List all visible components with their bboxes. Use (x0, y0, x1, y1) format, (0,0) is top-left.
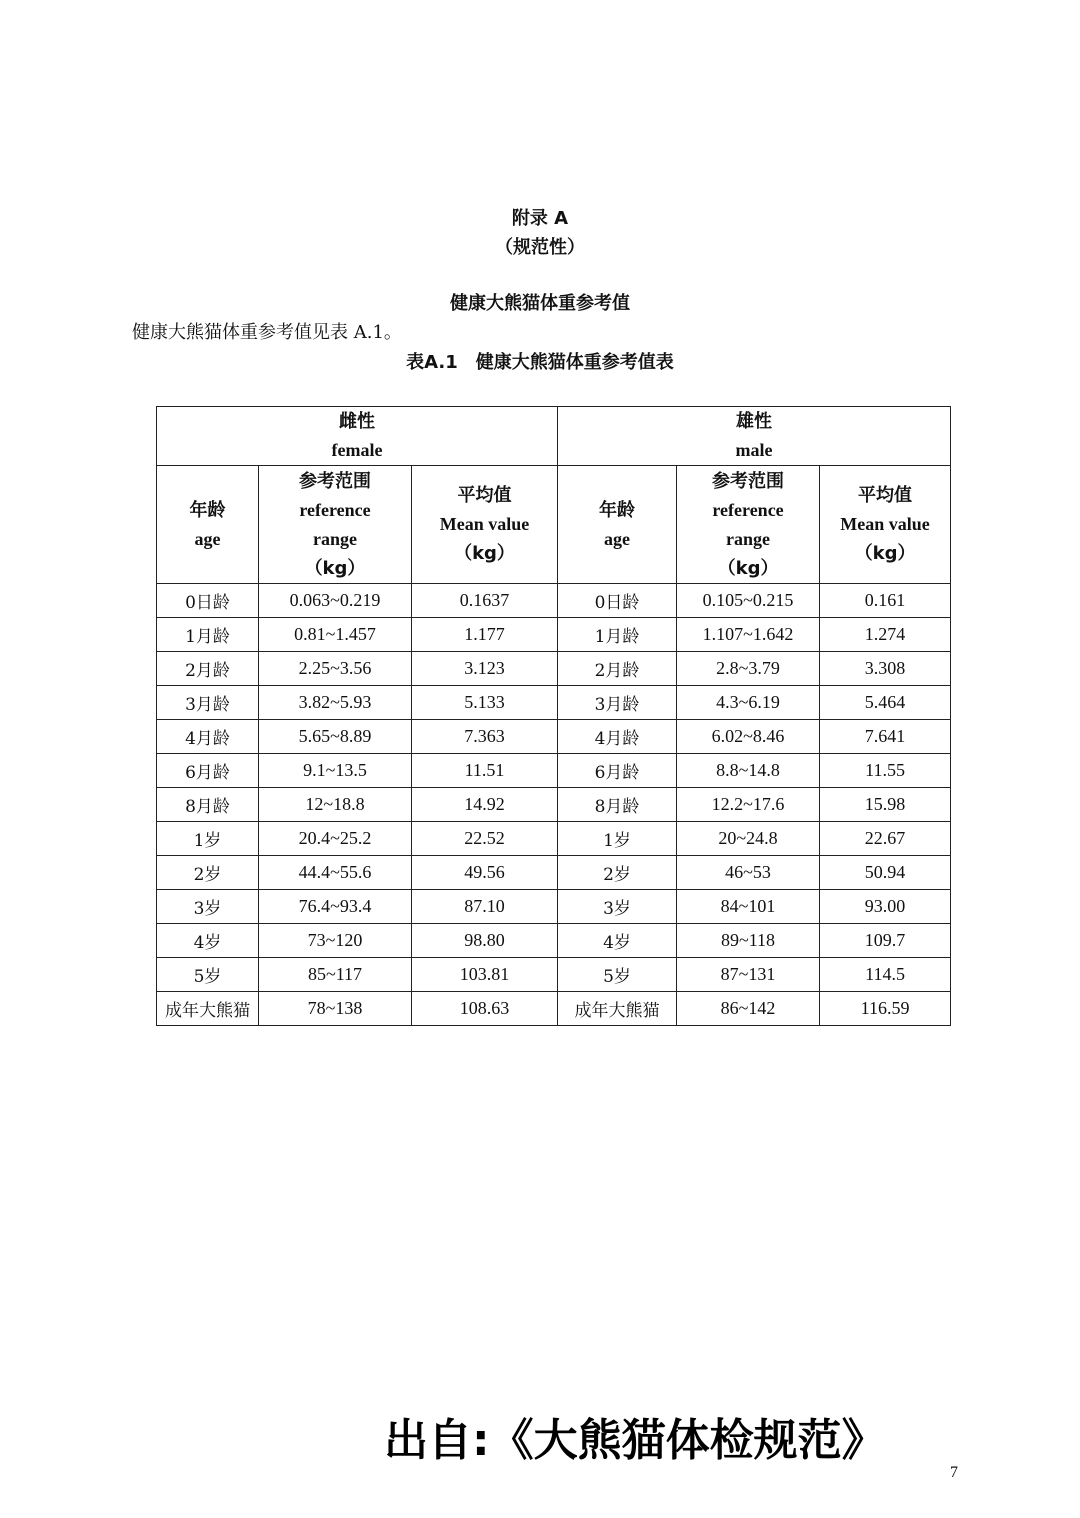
male-range-header (677, 466, 820, 584)
female-age-cell: 5岁 (157, 958, 259, 992)
female-mean-cell: 5.133 (412, 686, 558, 720)
table-row (157, 652, 951, 686)
male-mean-cell: 7.641 (820, 720, 951, 754)
male-age-cell: 5岁 (558, 958, 677, 992)
table-body (157, 584, 951, 1026)
male-range-cell: 20~24.8 (677, 822, 820, 856)
female-mean-cell: 108.63 (412, 992, 558, 1026)
weight-reference-table (156, 406, 951, 1026)
female-group-header (157, 407, 558, 466)
male-mean-cell: 15.98 (820, 788, 951, 822)
male-mean-cell: 109.7 (820, 924, 951, 958)
male-header-en: male (735, 440, 773, 460)
body-text: 健康大熊猫体重参考值见表 A.1。 (132, 322, 402, 343)
mean-header-en: Mean value (439, 514, 530, 534)
female-range-cell: 2.25~3.56 (259, 652, 412, 686)
female-header-en: female (331, 440, 383, 460)
table-row (157, 924, 951, 958)
range-header-en1: reference (712, 499, 784, 520)
male-age-cell: 3岁 (558, 890, 677, 924)
female-age-cell: 2岁 (157, 856, 259, 890)
male-mean-cell: 5.464 (820, 686, 951, 720)
mean-header-zh: 平均值 (858, 485, 913, 506)
male-age-cell: 0日龄 (558, 584, 677, 618)
table-row (157, 618, 951, 652)
male-range-cell: 8.8~14.8 (677, 754, 820, 788)
male-range-cell: 86~142 (677, 992, 820, 1026)
female-range-cell: 20.4~25.2 (259, 822, 412, 856)
mean-header-en: Mean value (840, 514, 930, 534)
female-range-cell: 5.65~8.89 (259, 720, 412, 754)
female-age-cell: 4岁 (157, 924, 259, 958)
age-header-zh: 年龄 (599, 499, 636, 521)
range-header-unit: （kg） (717, 557, 779, 579)
mean-header-unit: （kg） (454, 543, 515, 564)
male-range-cell: 89~118 (677, 924, 820, 958)
range-header-en2: range (313, 528, 357, 549)
table-row (157, 958, 951, 992)
female-age-cell: 3月龄 (157, 686, 259, 720)
appendix-title: 附录 A (511, 208, 569, 229)
female-range-cell: 73~120 (259, 924, 412, 958)
female-age-cell: 0日龄 (157, 584, 259, 618)
table-row (157, 720, 951, 754)
table-row (157, 890, 951, 924)
range-header-zh: 参考范围 (299, 470, 371, 492)
male-age-header (558, 466, 677, 584)
female-range-cell: 9.1~13.5 (259, 754, 412, 788)
male-age-cell: 3月龄 (558, 686, 677, 720)
table-row (157, 584, 951, 618)
mean-header-unit: （kg） (854, 543, 916, 564)
male-header-zh: 雄性 (736, 411, 773, 432)
age-header-en: age (604, 528, 631, 549)
male-range-cell: 84~101 (677, 890, 820, 924)
age-header-zh: 年龄 (189, 499, 226, 521)
male-mean-cell: 0.161 (820, 584, 951, 618)
male-mean-cell: 114.5 (820, 958, 951, 992)
female-mean-cell: 49.56 (412, 856, 558, 890)
source-note: 出自:《大熊猫体检规范》 (384, 1415, 886, 1466)
female-mean-cell: 14.92 (412, 788, 558, 822)
range-header-zh: 参考范围 (712, 470, 785, 492)
male-age-cell: 2月龄 (558, 652, 677, 686)
male-range-cell: 6.02~8.46 (677, 720, 820, 754)
male-range-cell: 87~131 (677, 958, 820, 992)
female-age-header (157, 466, 259, 584)
female-range-cell: 0.063~0.219 (259, 584, 412, 618)
male-age-cell: 8月龄 (558, 788, 677, 822)
female-age-cell: 8月龄 (157, 788, 259, 822)
female-age-cell: 1月龄 (157, 618, 259, 652)
male-range-cell: 46~53 (677, 856, 820, 890)
female-mean-cell: 11.51 (412, 754, 558, 788)
female-mean-cell: 7.363 (412, 720, 558, 754)
male-range-cell: 2.8~3.79 (677, 652, 820, 686)
female-range-header (259, 466, 412, 584)
male-range-cell: 4.3~6.19 (677, 686, 820, 720)
female-age-cell: 成年大熊猫 (157, 992, 259, 1026)
female-range-cell: 3.82~5.93 (259, 686, 412, 720)
female-header-zh: 雌性 (339, 411, 376, 432)
male-mean-cell: 50.94 (820, 856, 951, 890)
male-group-header (558, 407, 951, 466)
male-range-cell: 1.107~1.642 (677, 618, 820, 652)
male-age-cell: 4月龄 (558, 720, 677, 754)
range-header-en1: reference (299, 499, 371, 520)
table-caption: 表A.1 健康大熊猫体重参考值表 (406, 352, 674, 373)
female-mean-cell: 3.123 (412, 652, 558, 686)
female-mean-cell: 22.52 (412, 822, 558, 856)
table-row (157, 788, 951, 822)
male-age-cell: 2岁 (558, 856, 677, 890)
table-row (157, 686, 951, 720)
male-mean-cell: 3.308 (820, 652, 951, 686)
male-range-cell: 12.2~17.6 (677, 788, 820, 822)
male-mean-cell: 93.00 (820, 890, 951, 924)
age-header-en: age (194, 528, 221, 549)
table-row (157, 822, 951, 856)
male-mean-header (820, 466, 951, 584)
male-mean-cell: 1.274 (820, 618, 951, 652)
female-mean-cell: 1.177 (412, 618, 558, 652)
range-header-en2: range (726, 528, 771, 549)
female-mean-cell: 87.10 (412, 890, 558, 924)
female-range-cell: 85~117 (259, 958, 412, 992)
female-mean-cell: 0.1637 (412, 584, 558, 618)
female-range-cell: 0.81~1.457 (259, 618, 412, 652)
female-range-cell: 78~138 (259, 992, 412, 1026)
appendix-subtitle: （规范性） (495, 237, 585, 258)
male-range-cell: 0.105~0.215 (677, 584, 820, 618)
table-row (157, 992, 951, 1026)
male-mean-cell: 22.67 (820, 822, 951, 856)
table-row (157, 754, 951, 788)
male-mean-cell: 116.59 (820, 992, 951, 1026)
section-title: 健康大熊猫体重参考值 (450, 293, 630, 314)
male-age-cell: 1岁 (558, 822, 677, 856)
male-age-cell: 4岁 (558, 924, 677, 958)
table-row (157, 856, 951, 890)
female-mean-header (412, 466, 558, 584)
mean-header-zh: 平均值 (457, 485, 512, 506)
female-age-cell: 4月龄 (157, 720, 259, 754)
female-age-cell: 3岁 (157, 890, 259, 924)
female-age-cell: 1岁 (157, 822, 259, 856)
female-range-cell: 12~18.8 (259, 788, 412, 822)
female-mean-cell: 98.80 (412, 924, 558, 958)
male-mean-cell: 11.55 (820, 754, 951, 788)
female-age-cell: 6月龄 (157, 754, 259, 788)
range-header-unit: （kg） (304, 557, 366, 579)
page-number: 7 (950, 1464, 958, 1481)
male-age-cell: 6月龄 (558, 754, 677, 788)
female-range-cell: 44.4~55.6 (259, 856, 412, 890)
male-age-cell: 成年大熊猫 (558, 992, 677, 1026)
male-age-cell: 1月龄 (558, 618, 677, 652)
female-age-cell: 2月龄 (157, 652, 259, 686)
female-mean-cell: 103.81 (412, 958, 558, 992)
female-range-cell: 76.4~93.4 (259, 890, 412, 924)
